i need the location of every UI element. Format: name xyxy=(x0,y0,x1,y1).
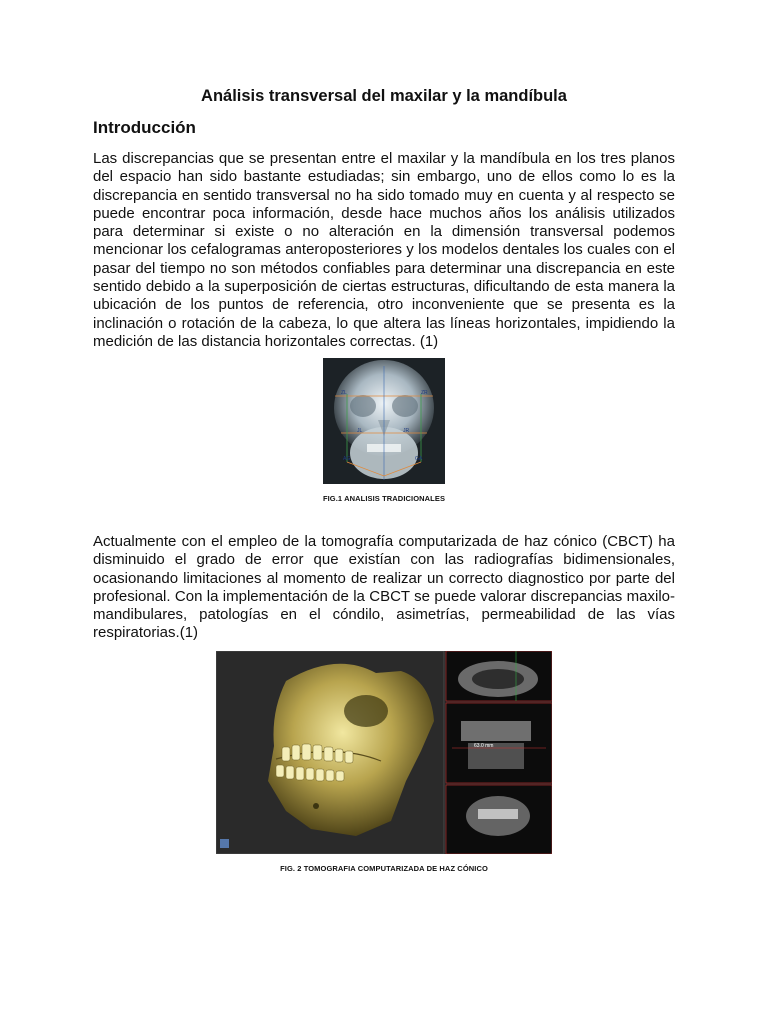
cbct-paragraph: Actualmente con el empleo de la tomografía computarizada de haz cónico (CBCT) ha disminuido el grado de error que existían con las radiografías bidimensionales, ocasionando limitaciones al momento de realizar un correcto diagnostico por parte del profesional. Con la implementación de la CBCT se puede valorar discrepancias maxilo-mandibulares, patologías en el cóndilo, asimetrías, permeabilidad de las vías respiratorias.(1) xyxy=(93,533,675,642)
intro-paragraph: Las discrepancias que se presentan entre el maxilar y la mandíbula en los tres planos del espacio han sido bastante estudiadas; sin embargo, uno de ellos como lo es la discrepancia en sentido transversal no ha sido tomado muy en cuenta y al respecto se puede encontrar poca información, desde hace muchos años los análisis utilizados para determinar si existe o no alteración en la dimensión transversal podemos mencionar los cefalogramas anteroposteriores y los modelos dentales los cuales con el pasar del tiempo no son métodos confiables para determinar una discrepancia en este sentido debido a la superposición de ciertas estructuras, dificultando de esta manera la ubicación de los puntos de referencia, otro inconveniente que se presenta es la inclinación o rotación de la cabeza, lo que altera las líneas horizontales, impidiendo la medición de las distancia horizontales correctas. (1) xyxy=(93,150,675,350)
figure2-caption: FIG. 2 TOMOGRAFIA COMPUTARIZADA DE HAZ CÓNICO xyxy=(280,864,488,873)
figure1-caption: FIG.1 ANALISIS TRADICIONALES xyxy=(322,494,446,503)
fig1-label-ga: GA xyxy=(415,456,423,462)
figure1-xray-image xyxy=(323,358,445,484)
section-heading: Introducción xyxy=(93,118,196,137)
fig1-label-zl: ZL xyxy=(341,390,347,396)
document-title: Análisis transversal del maxilar y la mandíbula xyxy=(201,87,567,105)
figure2-cbct-image xyxy=(216,651,552,854)
fig1-label-zr: ZR xyxy=(421,390,428,396)
fig2-measurement-label: 63.0 mm xyxy=(474,743,494,749)
fig1-label-jr: JR xyxy=(403,428,410,434)
fig1-label-ag: AG xyxy=(343,456,351,462)
fig1-label-jl: JL xyxy=(357,428,363,434)
